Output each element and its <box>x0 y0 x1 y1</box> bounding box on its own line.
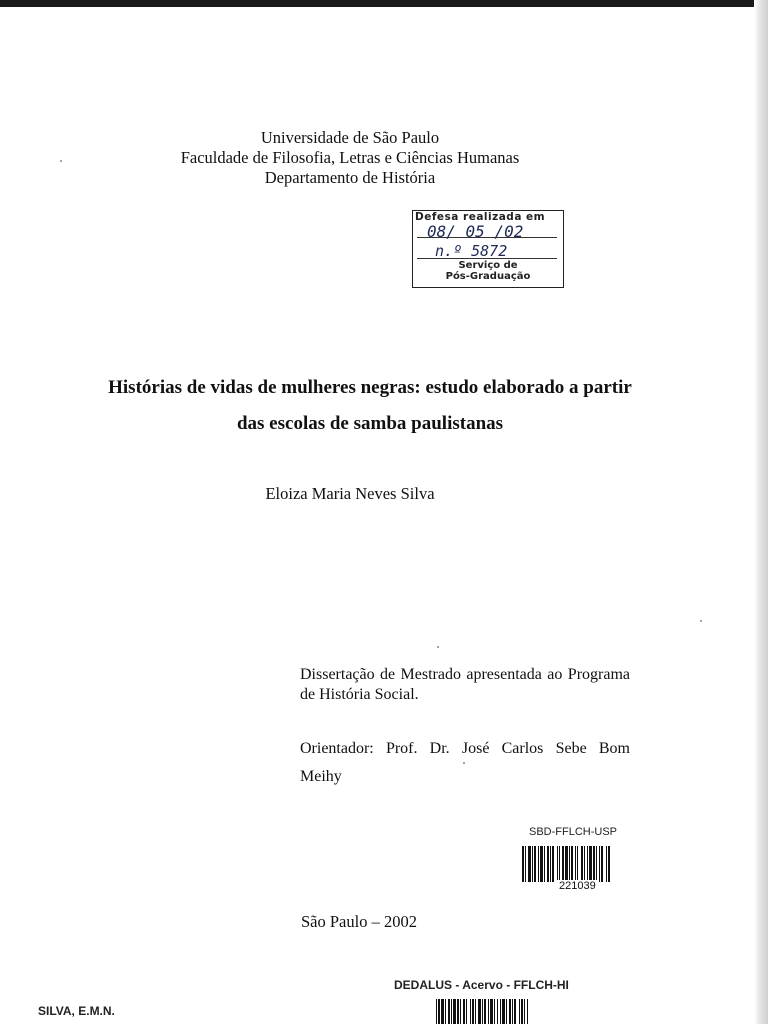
stamp-number-line <box>417 258 557 259</box>
title-line-1: Histórias de vidas de mulheres negras: estudo elaborado a partir <box>108 377 632 398</box>
title-line-2: das escolas de samba paulistanas <box>236 413 504 434</box>
stamp-date-line <box>417 237 557 238</box>
department-name: Departamento de História <box>264 168 436 187</box>
stamp-heading: Defesa realizada em <box>415 211 546 223</box>
scan-top-border <box>0 0 768 7</box>
collection-barcode <box>436 999 556 1024</box>
dissertation-title <box>20 370 720 442</box>
author-name: Eloiza Maria Neves Silva <box>265 484 435 503</box>
advisor-line-1: Orientador: Prof. Dr. José Carlos Sebe Bom <box>300 740 630 757</box>
stamp-number: n.º 5872 <box>435 242 508 260</box>
barcode-number: 221039 <box>556 880 599 892</box>
scan-speck <box>437 646 439 648</box>
city-year: São Paulo – 2002 <box>301 912 417 931</box>
collection-label: DEDALUS - Acervo - FFLCH-HI <box>394 978 569 992</box>
dissertation-statement: Dissertação de Mestrado apresentada ao Programa de História Social. <box>300 666 630 703</box>
stamp-service-line2: Pós-Graduação <box>445 271 531 282</box>
barcode-stripe <box>528 999 529 1024</box>
scan-speck <box>700 620 702 622</box>
stamp-service-line1: Serviço de <box>458 260 518 271</box>
scan-speck <box>60 160 62 162</box>
faculty-name: Faculdade de Filosofia, Letras e Ciências Humanas <box>180 148 520 167</box>
shelf-author: SILVA, E.M.N. <box>38 1004 115 1018</box>
defense-stamp <box>412 210 564 288</box>
advisor <box>300 735 630 791</box>
scan-speck <box>463 762 465 764</box>
barcode-stripe <box>610 846 611 882</box>
library-barcode <box>522 846 628 882</box>
institution-header <box>0 128 700 188</box>
stamp-service <box>413 260 563 282</box>
university-name: Universidade de São Paulo <box>260 128 440 147</box>
advisor-line-2: Meihy <box>300 768 342 785</box>
library-code: SBD-FFLCH-USP <box>529 826 618 838</box>
stamp-date: 08/ 05 /02 <box>427 222 524 241</box>
scan-right-edge <box>754 0 768 1024</box>
